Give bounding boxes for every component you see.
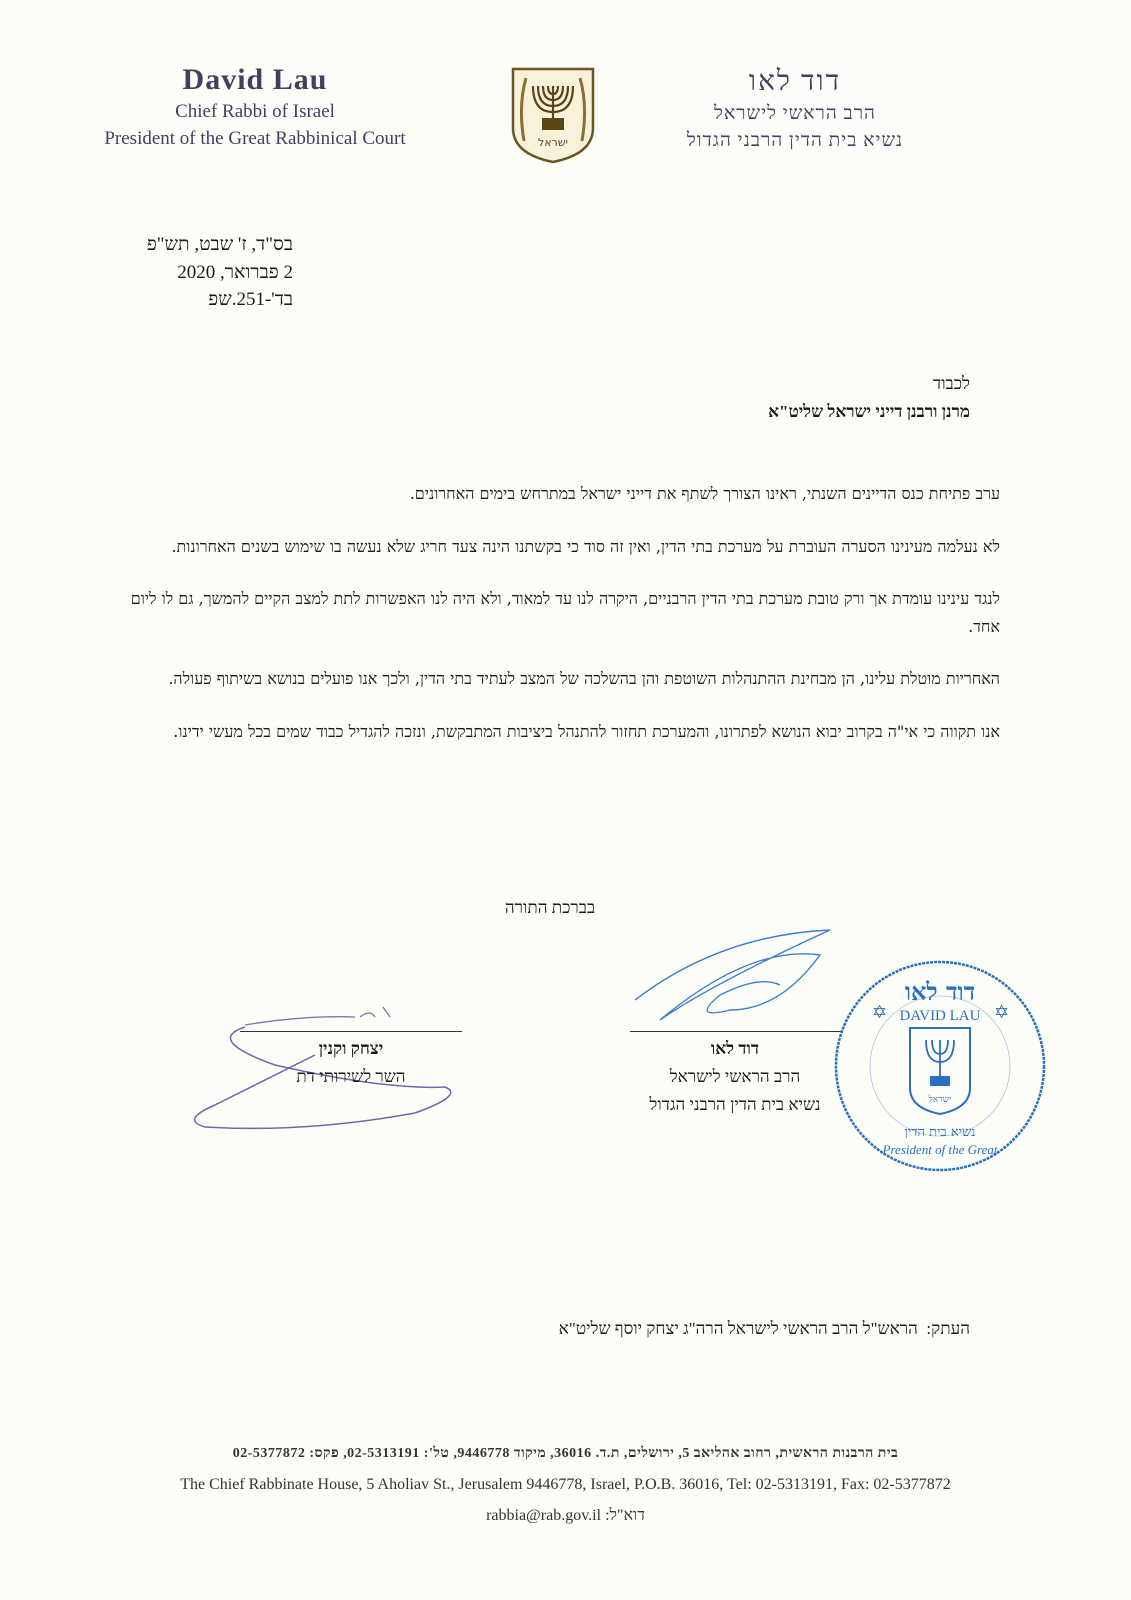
signatory-1: [240, 1035, 462, 1091]
cc-line: [559, 1319, 970, 1339]
cc-label: העתק:: [926, 1319, 970, 1338]
svg-text:ישראל: ישראל: [537, 136, 569, 149]
recipient: מרנן ורבנן דייני ישראל שליט"א: [768, 402, 970, 421]
signatory-name: יצחק וקנין: [318, 1039, 384, 1058]
svg-text:✡: ✡: [994, 1002, 1010, 1022]
svg-text:ישראל: ישראל: [928, 1094, 952, 1104]
signature-line: [630, 1031, 842, 1032]
signatory-subtitle: נשיא בית הדין הרבני הגדול: [649, 1095, 821, 1114]
letterhead-en-name: David Lau: [182, 63, 328, 96]
letterhead-english: [90, 62, 420, 152]
paragraph: לא נעלמה מעינינו הסערה העוברת על מערכת בתי הדין, ואין זה סוד כי בקשתנו הינה צעד חריג שלא נעשה בו שימוש בשנים האחרונות.: [171, 536, 1000, 556]
hebrew-date: בס"ד, ז' שבט, תש"פ: [146, 234, 293, 255]
footer-english-address: The Chief Rabbinate House, 5 Aholiav St., Jerusalem 9446778, Israel, P.O.B. 36016, Tel: 02-5313191, Fax: 02-5377872: [180, 1476, 951, 1493]
gregorian-date: 2 פברואר, 2020: [177, 261, 293, 283]
letterhead-he-title: הרב הראשי לישראל: [714, 103, 876, 124]
signature-line: [240, 1031, 462, 1032]
email-label: דוא"ל:: [605, 1507, 645, 1524]
state-emblem-icon: [510, 66, 596, 164]
email-address[interactable]: rabbia@rab.gov.il: [486, 1507, 602, 1524]
letterhead-hebrew: [640, 64, 950, 154]
signatory-2: [620, 1035, 850, 1119]
letterhead-en-subtitle: President of the Great Rabbinical Court: [104, 128, 406, 149]
letter-body: [110, 480, 1000, 770]
footer: [0, 1438, 1131, 1531]
footer-email-line: [0, 1500, 1131, 1531]
dateline: [147, 231, 293, 314]
paragraph: האחריות מוטלת עלינו, הן מבחינת ההתנהלות השוטפת והן בהשלכה של המצב לעתיד בתי הדין, ולכך אנו פועלים בנושא בשיתוף פעולה.: [168, 669, 1000, 688]
reference-number: בד'-251.שפ: [208, 289, 293, 310]
paragraph: ערב פתיחת כנס הדיינים השנתי, ראינו הצורך לשתף את דייני ישראל במתרחש בימים האחרונים.: [409, 484, 1000, 503]
signatory-name: דוד לאו: [710, 1039, 760, 1058]
salutation: לכבוד: [933, 374, 970, 393]
svg-text:דוד לאו: דוד לאו: [904, 977, 976, 1006]
footer-hebrew-address: בית הרבנות הראשית, רחוב אהליאב 5, ירושלים, ת.ד. 36016, מיקוד 9446778, טל': 02-5313191, פקס: 02-5377872: [232, 1446, 899, 1461]
signature-lau: [630, 925, 850, 1035]
letterhead-he-subtitle: נשיא בית הדין הרבני הגדול: [686, 130, 904, 151]
svg-text:✡: ✡: [872, 1002, 888, 1022]
svg-text:DAVID LAU: DAVID LAU: [899, 1008, 981, 1024]
paragraph: לנגד עינינו עומדת אך ורק טובת מערכת בתי הדין הרבניים, היקרה לנו עד למאוד, ולא היה לנו האפשרות לתת למצב הקיים להמשך, גם לו ליום אחד.: [130, 589, 1000, 636]
official-stamp: [832, 958, 1048, 1174]
svg-text:נשיא בית הדין: נשיא בית הדין: [904, 1125, 976, 1140]
letterhead-he-name: דוד לאו: [748, 66, 842, 97]
cc-recipient: הראש"ל הרב הראשי לישראל הרה"ג יצחק יוסף שליט"א: [558, 1319, 918, 1338]
closing: בברכת התורה: [504, 898, 596, 917]
signatory-title: השר לשירותי דת: [296, 1067, 406, 1086]
letterhead-en-title: Chief Rabbi of Israel: [175, 101, 335, 122]
svg-text:President of the Great: President of the Great: [882, 1142, 998, 1157]
paragraph: אנו תקווה כי אי"ה בקרוב יבוא הנושא לפתרונו, והמערכת תחזור להתנהל ביציבות המתבקשת, ונזכה להגדיל כבוד שמים בכל מעשי ידינו.: [173, 721, 1000, 741]
signatory-title: הרב הראשי לישראל: [669, 1067, 801, 1086]
addressee: [768, 370, 970, 426]
